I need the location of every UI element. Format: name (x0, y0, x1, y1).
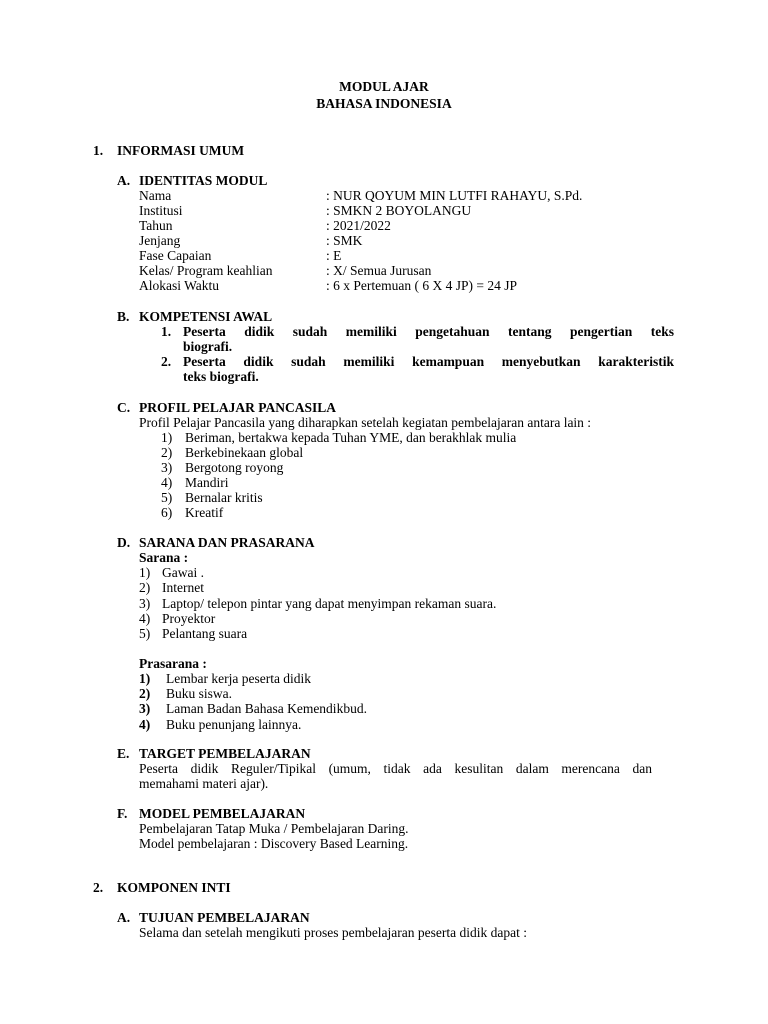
model-text: Model pembelajaran : Discovery Based Learning. (139, 836, 409, 851)
target-text-continuation: memahami materi ajar). (139, 776, 269, 791)
list-item-number: 2) (161, 445, 173, 460)
list-item-continuation: teks biografi. (183, 369, 259, 384)
list-item: Berkebinekaan global (185, 445, 304, 460)
subsection-f-letter: F. (117, 806, 128, 821)
list-item: Lembar kerja peserta didik (166, 671, 312, 686)
identity-row (0, 278, 768, 293)
list-item-number: 2) (139, 580, 151, 595)
identity-value: : E (326, 248, 342, 263)
list-item: Buku penunjang lainnya. (166, 717, 302, 732)
subsection-e-letter: E. (117, 746, 130, 761)
list-item-number: 4) (161, 475, 173, 490)
identity-value: : X/ Semua Jurusan (326, 263, 432, 278)
section-2-heading: KOMPONEN INTI (117, 880, 231, 895)
subsection-2a-heading: TUJUAN PEMBELAJARAN (139, 910, 310, 925)
list-item: Bergotong royong (185, 460, 284, 475)
identity-row (0, 203, 768, 218)
subsection-b-letter: B. (117, 309, 130, 324)
list-item: Bernalar kritis (185, 490, 263, 505)
list-item: Proyektor (162, 611, 216, 626)
list-item-number: 3) (161, 460, 173, 475)
list-item: Internet (162, 580, 204, 595)
profile-intro: Profil Pelajar Pancasila yang diharapkan setelah kegiatan pembelajaran antara lain : (139, 415, 592, 430)
identity-value: : NUR QOYUM MIN LUTFI RAHAYU, S.Pd. (326, 188, 583, 203)
subsection-c-letter: C. (117, 400, 131, 415)
list-item: Gawai . (162, 565, 204, 580)
list-item: Peserta didik sudah memiliki kemampuan menyebutkan karakteristik (183, 354, 674, 369)
identity-label: Tahun (139, 218, 173, 233)
identity-label: Alokasi Waktu (139, 278, 220, 293)
target-text: Peserta didik Reguler/Tipikal (umum, tidak ada kesulitan dalam merencana dan (139, 761, 652, 776)
list-item-number: 3) (139, 596, 151, 611)
list-item-number: 5) (139, 626, 151, 641)
prasarana-label: Prasarana : (139, 656, 207, 671)
list-item-number: 5) (161, 490, 173, 505)
list-item: Mandiri (185, 475, 229, 490)
identity-label: Kelas/ Program keahlian (139, 263, 273, 278)
identity-row (0, 248, 768, 263)
list-item-number: 2) (139, 686, 151, 701)
list-item: Beriman, bertakwa kepada Tuhan YME, dan berakhlak mulia (185, 430, 517, 445)
sarana-label: Sarana : (139, 550, 189, 565)
list-item-number: 6) (161, 505, 173, 520)
identity-row (0, 233, 768, 248)
section-1-heading: INFORMASI UMUM (117, 143, 245, 158)
subsection-a-heading: IDENTITAS MODUL (139, 173, 268, 188)
list-item: Peserta didik sudah memiliki pengetahuan tentang pengertian teks (183, 324, 674, 339)
list-item-number: 1) (161, 430, 173, 445)
list-item-number: 1) (139, 565, 151, 580)
identity-label: Jenjang (139, 233, 181, 248)
list-item: Kreatif (185, 505, 224, 520)
subsection-e-heading: TARGET PEMBELAJARAN (139, 746, 311, 761)
section-2-number: 2. (93, 880, 104, 895)
model-text: Pembelajaran Tatap Muka / Pembelajaran Daring. (139, 821, 409, 836)
identity-value: : 6 x Pertemuan ( 6 X 4 JP) = 24 JP (326, 278, 517, 293)
list-item-number: 3) (139, 701, 151, 716)
objective-intro: Selama dan setelah mengikuti proses pembelajaran peserta didik dapat : (139, 925, 527, 940)
list-item-number: 2. (161, 354, 172, 369)
list-item-continuation: biografi. (183, 339, 233, 354)
list-item: Laptop/ telepon pintar yang dapat menyimpan rekaman suara. (162, 596, 497, 611)
subsection-d-letter: D. (117, 535, 131, 550)
list-item-number: 4) (139, 611, 151, 626)
subsection-f-heading: MODEL PEMBELAJARAN (139, 806, 306, 821)
subsection-2a-letter: A. (117, 910, 131, 925)
list-item-number: 4) (139, 717, 151, 732)
list-item-number: 1) (139, 671, 151, 686)
document-subtitle: BAHASA INDONESIA (316, 96, 452, 111)
subsection-b-heading: KOMPETENSI AWAL (139, 309, 273, 324)
identity-label: Fase Capaian (139, 248, 212, 263)
identity-value: : 2021/2022 (326, 218, 391, 233)
list-item: Buku siswa. (166, 686, 233, 701)
identity-row (0, 218, 768, 233)
identity-label: Nama (139, 188, 172, 203)
subsection-a-letter: A. (117, 173, 131, 188)
section-1-number: 1. (93, 143, 104, 158)
identity-value: : SMK (326, 233, 363, 248)
list-item: Laman Badan Bahasa Kemendikbud. (166, 701, 367, 716)
identity-label: Institusi (139, 203, 183, 218)
identity-row (0, 188, 768, 203)
subsection-c-heading: PROFIL PELAJAR PANCASILA (139, 400, 337, 415)
list-item-number: 1. (161, 324, 172, 339)
subsection-d-heading: SARANA DAN PRASARANA (139, 535, 315, 550)
identity-row (0, 263, 768, 278)
identity-value: : SMKN 2 BOYOLANGU (326, 203, 472, 218)
document-title: MODUL AJAR (339, 79, 429, 94)
list-item: Pelantang suara (162, 626, 248, 641)
